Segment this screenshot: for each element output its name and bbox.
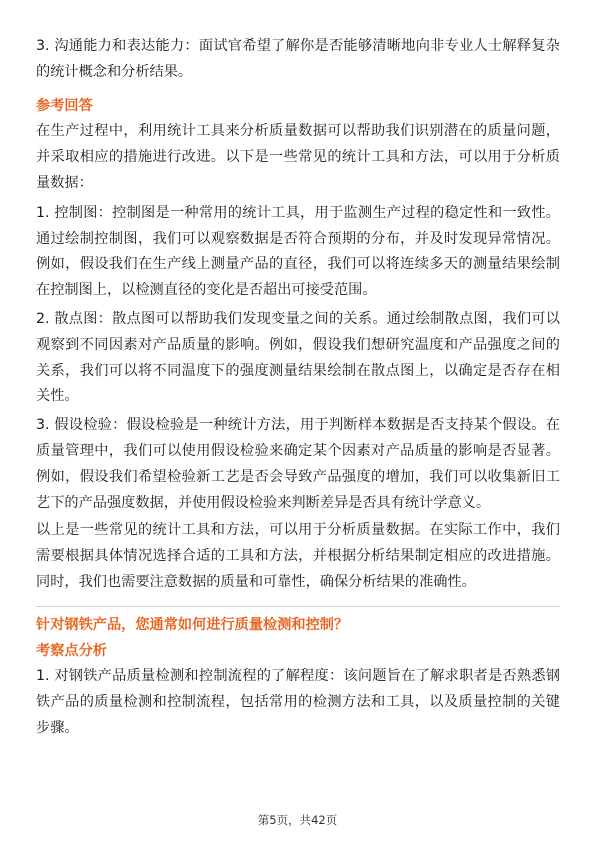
paragraph-communication-ability: 3. 沟通能力和表达能力：面试官希望了解你是否能够清晰地向非专业人士解释复杂的统计概念和分析结果。 xyxy=(36,38,560,80)
paragraph-hypothesis-test: 3. 假设检验：假设检验是一种统计方法，用于判断样本数据是否支持某个假设。在质量管理中，我们可以使用假设检验来确定某个因素对产品质量的影响是否显著。例如，假设我们希望检验新工艺是否会导致产品强度的增加，我们可以收集新旧工艺下的产品强度数据，并使用假设检验来判断差异是否具有统计学意义。 xyxy=(36,417,560,511)
paragraph-scatter-plot: 2. 散点图：散点图可以帮助我们发现变量之间的关系。通过绘制散点图，我们可以观察到不同因素对产品质量的影响。例如，假设我们想研究温度和产品强度之间的关系，我们可以将不同温度下的强度测量结果绘制在散点图上，以确定是否存在相关性。 xyxy=(36,310,560,405)
paragraph-summary: 以上是一些常见的统计工具和方法，可以用于分析质量数据。在实际工作中，我们需要根据具体情况选择合适的工具和方法，并根据分析结果制定相应的改进措施。同时，我们也需要注意数据的质量和可靠性，确保分析结果的准确性。 xyxy=(36,522,560,590)
paragraph-intro: 在生产过程中，利用统计工具来分析质量数据可以帮助我们识别潜在的质量问题，并采取相应的措施进行改进。以下是一些常见的统计工具和方法，可以用于分析质量数据： xyxy=(36,123,560,191)
paragraph-control-chart: 1. 控制图：控制图是一种常用的统计工具，用于监测生产过程的稳定性和一致性。通过绘制控制图，我们可以观察数据是否符合预期的分布，并及时发现异常情况。例如，假设我们在生产线上测量产品的直径，我们可以将连续多天的测量结果绘制在控制图上，以检测直径的变化是否超出可接受范围。 xyxy=(36,204,560,299)
reference-answer-heading: 参考回答 xyxy=(36,97,93,114)
page-footer: 第5页，共42页 xyxy=(257,813,338,827)
question-heading: 针对钢铁产品，您通常如何进行质量检测和控制？ xyxy=(36,616,349,633)
paragraph-analysis-point-1: 1. 对钢铁产品质量检测和控制流程的了解程度：该问题旨在了解求职者是否熟悉钢铁产品的质量检测和控制流程，包括常用的检测方法和工具，以及质量控制的关键步骤。 xyxy=(36,668,560,736)
analysis-heading: 考察点分析 xyxy=(36,642,107,659)
page-content xyxy=(36,34,560,742)
